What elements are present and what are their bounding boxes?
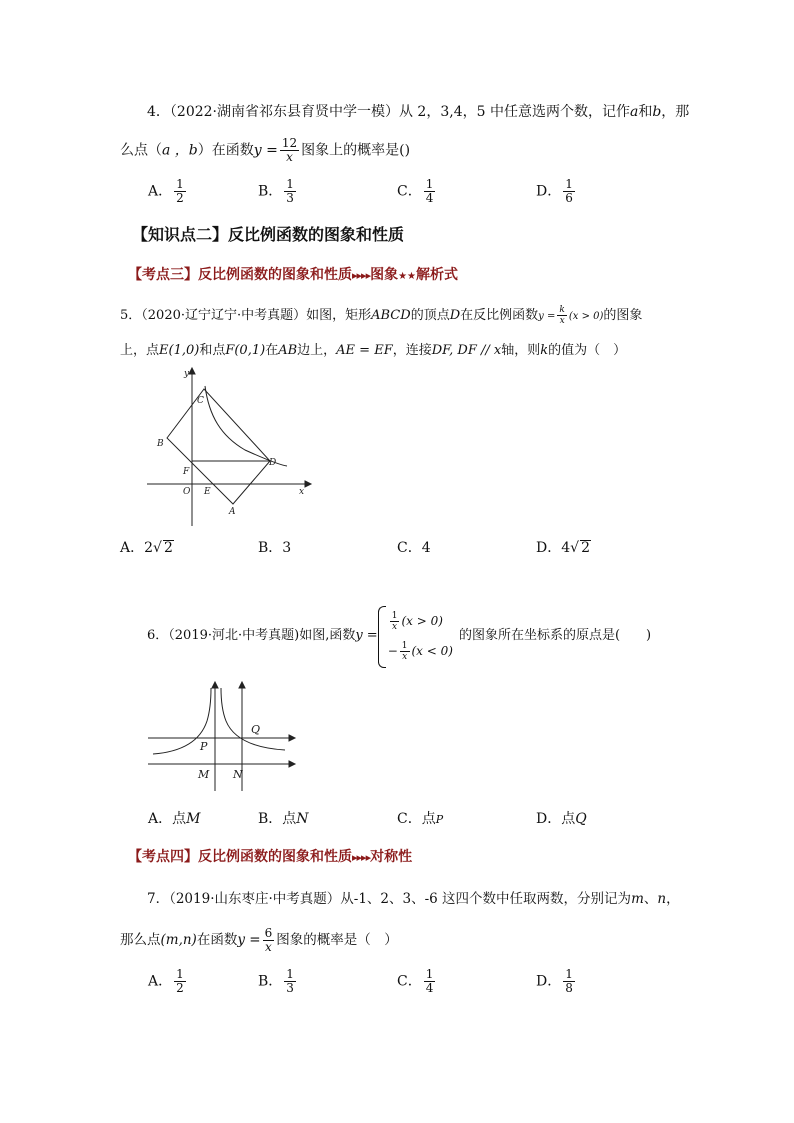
- q4-var-a: a: [629, 104, 639, 120]
- label-p: P: [200, 740, 208, 753]
- kaodian-4-heading: [128, 846, 412, 866]
- label-n: N: [233, 768, 243, 781]
- kaodian-3-text: 反比例函数的图象和性质: [198, 267, 352, 283]
- kaodian-4-tail: 对称性: [370, 849, 413, 865]
- arrow-icon: [212, 682, 218, 688]
- hyperbola-right-branch: [221, 688, 285, 750]
- q4-line1: [147, 102, 689, 122]
- q6-option-a[interactable]: A．点M: [148, 811, 201, 827]
- q7-option-b[interactable]: B． $\frac{1}{3}$: [258, 967, 294, 995]
- q4-text-suffix: ，那: [661, 104, 690, 120]
- kaodian-3-bracket: 【考点三】: [128, 267, 198, 283]
- q4-line2: [120, 137, 410, 164]
- label-b: B: [157, 439, 164, 449]
- label-f: F: [183, 467, 190, 477]
- q6-piecewise: $\frac{1}{x}$ (x > 0) − $\frac{1}{x}$ (x < 0): [378, 606, 453, 666]
- y-axis-arrow-icon: [189, 368, 195, 374]
- q4-option-c[interactable]: C． $\frac{1}{4}$: [397, 177, 434, 205]
- q4-fraction: $\frac{12}{x}$: [281, 136, 298, 164]
- arrow-icon: [239, 682, 245, 688]
- q5-line2: 上，点E(1,0)和点F(0,1)在AB边上，AE = EF，连接DF, DF // x轴，则k的值为（ ）: [120, 343, 627, 358]
- q7-option-a[interactable]: A． $\frac{1}{2}$: [148, 967, 184, 995]
- arrow-icon: [289, 761, 295, 767]
- label-d: D: [269, 458, 277, 468]
- q7-option-d[interactable]: D． $\frac{1}{8}$: [536, 967, 573, 995]
- kaodian-4-text: 反比例函数的图象和性质: [198, 849, 352, 865]
- arrow-icon: ▸▸▸▸: [352, 269, 371, 282]
- section-title: 【知识点二】反比例函数的图象和性质: [132, 225, 405, 244]
- q4-text: 么点（: [120, 142, 162, 159]
- q6-option-c[interactable]: C．点P: [397, 811, 444, 827]
- label-q: Q: [251, 723, 261, 736]
- kaodian-4-bracket: 【考点四】: [128, 849, 198, 865]
- q4-option-d[interactable]: D． $\frac{1}{6}$: [536, 177, 573, 205]
- arrow-icon: [289, 735, 295, 741]
- q4-option-b[interactable]: B． $\frac{1}{3}$: [258, 177, 294, 205]
- hyperbola-curve: [205, 386, 287, 466]
- q6-line: 6．（2019·河北·中考真题)如图,函数 y = $\frac{1}{x}$ (x > 0) − $\frac{1}{x}$ (x < 0) 的图象所在坐标系的原点是( ): [147, 606, 651, 666]
- arrow-icon: ▸▸▸▸: [352, 851, 371, 864]
- q5-option-d[interactable]: D．4√ 2: [536, 540, 590, 556]
- label-y: y: [184, 369, 190, 379]
- q7-line2: 那么点(m,n)在函数y = $\frac{6}{x}$ 图象的概率是（ ）: [120, 926, 398, 954]
- q6-figure: [145, 676, 300, 794]
- q5-option-c[interactable]: C．4: [397, 540, 431, 556]
- q5-figure: [145, 366, 315, 531]
- q5-line1: 5．（2020·辽宁辽宁·中考真题）如图，矩形ABCD的顶点D在反比例函数y = $\frac{k}{x}$ (x > 0)的图象: [120, 305, 643, 326]
- star-icon: ★★: [398, 271, 417, 282]
- q4-text-suffix: 图象上的概率是(): [301, 142, 411, 159]
- label-e: E: [204, 487, 211, 497]
- kaodian-3-tail2: 解析式: [416, 267, 459, 283]
- q7-option-c[interactable]: C． $\frac{1}{4}$: [397, 967, 434, 995]
- kaodian-3-tail1: 图象: [370, 267, 399, 283]
- x-axis-arrow-icon: [305, 481, 311, 487]
- label-c: C: [197, 396, 204, 406]
- q5-option-b[interactable]: B．3: [258, 540, 292, 556]
- label-m: M: [198, 768, 210, 781]
- q6-option-d[interactable]: D．点Q: [536, 811, 587, 827]
- label-o: O: [183, 487, 191, 497]
- q4-var-b: b: [652, 104, 662, 120]
- q5-option-a[interactable]: A．2√ 2: [120, 540, 173, 556]
- q4-text: ）在函数: [197, 142, 254, 159]
- q7-line1: 7．（2019·山东枣庄·中考真题）从-1、2、3、-6 这四个数中任取两数，分别记为m、n，: [147, 891, 680, 907]
- q4-point: a ，b: [162, 142, 198, 159]
- q4-text: 4．（2022·湖南省祁东县育贤中学一模）从 2，3,4，5 中任意选两个数，记作: [147, 104, 630, 120]
- label-a: A: [229, 507, 236, 517]
- q4-option-a[interactable]: A． $\frac{1}{2}$: [148, 177, 184, 205]
- q6-option-b[interactable]: B．点N: [258, 811, 309, 827]
- kaodian-3-heading: [128, 264, 458, 284]
- label-x: x: [299, 487, 305, 497]
- q4-y-eq: y =: [253, 142, 278, 159]
- q4-and: 和: [638, 104, 653, 120]
